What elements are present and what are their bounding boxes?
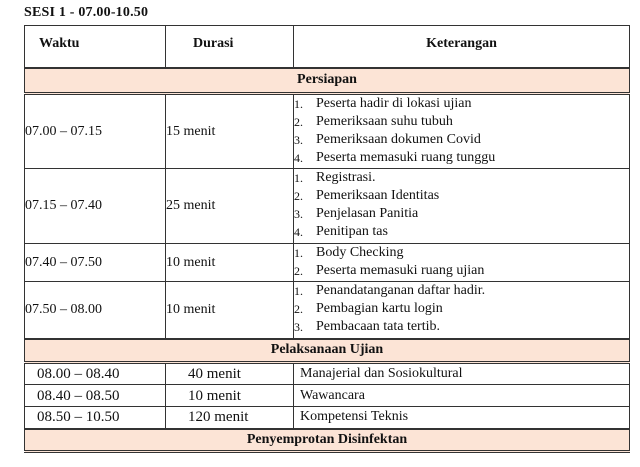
item-text: Penandatanganan daftar hadir. (316, 283, 486, 298)
item-number: 1. (294, 284, 303, 298)
item-number: 3. (294, 320, 303, 334)
section-pelaksanaan: Pelaksanaan Ujian (25, 339, 630, 363)
table-header-row (25, 26, 630, 68)
item-text: Pembagian kartu login (316, 301, 443, 316)
list-item (294, 149, 629, 167)
table-row (25, 363, 630, 385)
table-row (25, 244, 630, 282)
item-text: Pemeriksaan suhu tubuh (316, 114, 453, 129)
header-durasi: Durasi (166, 26, 294, 68)
item-number: 2. (294, 264, 303, 278)
session-title: SESI 1 - 07.00-10.50 (24, 5, 149, 20)
time-cell: 07.00 – 07.15 (25, 94, 166, 169)
duration-cell: 120 menit (166, 407, 294, 429)
activity-list-cell (294, 169, 630, 244)
item-number: 3. (294, 207, 303, 221)
item-number: 1. (294, 246, 303, 260)
item-text: Peserta hadir di lokasi ujian (316, 96, 472, 111)
schedule-table (24, 25, 630, 453)
time-cell: 08.50 – 10.50 (25, 407, 166, 429)
list-item (294, 244, 629, 262)
table-row (25, 407, 630, 429)
section-penyemprotan: Penyemprotan Disinfektan (25, 429, 630, 452)
item-number: 4. (294, 225, 303, 239)
time-cell: 07.50 – 08.00 (25, 282, 166, 339)
list-item (294, 318, 629, 336)
list-item (294, 131, 629, 149)
item-text: Registrasi. (316, 170, 376, 185)
time-cell: 07.15 – 07.40 (25, 169, 166, 244)
list-item (294, 187, 629, 205)
item-text: Peserta memasuki ruang ujian (316, 263, 485, 278)
duration-cell: 10 menit (166, 282, 294, 339)
activity-list (294, 169, 629, 241)
list-item (294, 113, 629, 131)
list-item (294, 262, 629, 280)
item-number: 2. (294, 115, 303, 129)
item-text: Pemeriksaan Identitas (316, 188, 440, 203)
activity-list-cell (294, 282, 630, 339)
item-text: Peserta memasuki ruang tunggu (316, 150, 496, 165)
description-cell: Manajerial dan Sosiokultural (294, 363, 630, 385)
list-item (294, 95, 629, 113)
section-row-persiapan (25, 68, 630, 94)
item-text: Penitipan tas (316, 224, 388, 239)
activity-list-cell (294, 244, 630, 282)
duration-cell: 10 menit (166, 244, 294, 282)
activity-list (294, 282, 629, 336)
item-number: 1. (294, 171, 303, 185)
description-cell: Wawancara (294, 385, 630, 407)
table-row (25, 169, 630, 244)
time-cell: 08.00 – 08.40 (25, 363, 166, 385)
item-text: Penjelasan Panitia (316, 206, 419, 221)
item-number: 3. (294, 133, 303, 147)
table-row (25, 94, 630, 169)
time-cell: 08.40 – 08.50 (25, 385, 166, 407)
item-number: 2. (294, 302, 303, 316)
activity-list-cell (294, 94, 630, 169)
item-number: 2. (294, 189, 303, 203)
item-text: Pemeriksaan dokumen Covid (316, 132, 481, 147)
list-item (294, 205, 629, 223)
table-row (25, 282, 630, 339)
section-row-pelaksanaan (25, 339, 630, 363)
list-item (294, 223, 629, 241)
header-keterangan: Keterangan (294, 26, 630, 68)
duration-cell: 40 menit (166, 363, 294, 385)
list-item (294, 282, 629, 300)
description-cell: Kompetensi Teknis (294, 407, 630, 429)
duration-cell: 10 menit (166, 385, 294, 407)
list-item (294, 169, 629, 187)
section-persiapan: Persiapan (25, 68, 630, 94)
time-cell: 07.40 – 07.50 (25, 244, 166, 282)
activity-list (294, 95, 629, 167)
item-text: Body Checking (316, 245, 404, 260)
activity-list (294, 244, 629, 280)
table-row (25, 385, 630, 407)
section-row-penyemprotan (25, 429, 630, 452)
header-waktu: Waktu (25, 26, 166, 68)
item-number: 1. (294, 97, 303, 111)
item-number: 4. (294, 151, 303, 165)
list-item (294, 300, 629, 318)
duration-cell: 15 menit (166, 94, 294, 169)
duration-cell: 25 menit (166, 169, 294, 244)
item-text: Pembacaan tata tertib. (316, 319, 440, 334)
